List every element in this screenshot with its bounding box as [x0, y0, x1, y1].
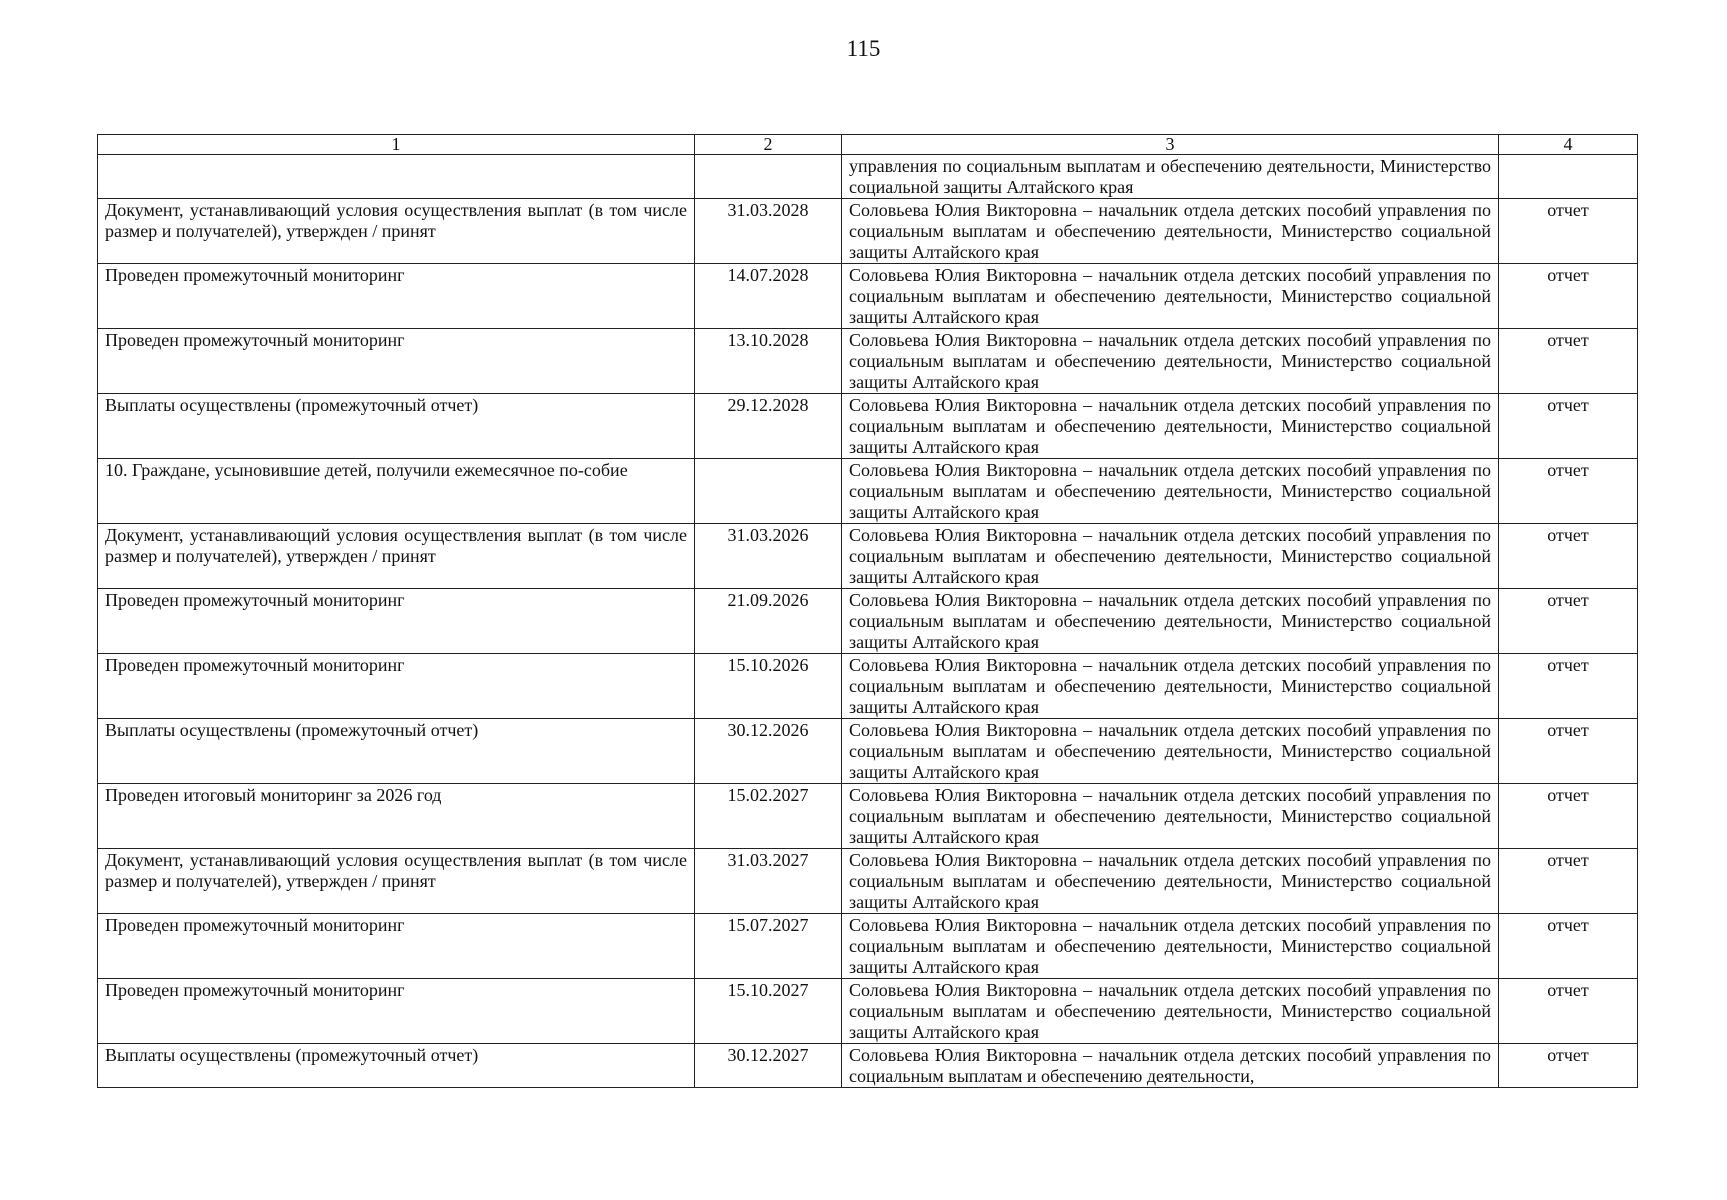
- table-row: [98, 199, 1638, 264]
- document-type-cell: отчет: [1499, 784, 1638, 849]
- event-name-cell: Проведен промежуточный мониторинг: [98, 914, 695, 979]
- document-type-cell: отчет: [1499, 654, 1638, 719]
- date-cell: 15.10.2027: [695, 979, 842, 1044]
- responsible-cell: Соловьева Юлия Викторовна – начальник отдела детских пособий управления по социальным выплатам и обеспечению деятельности, Министерство социальной защиты Алтайского края: [842, 199, 1499, 264]
- event-name-cell: Проведен промежуточный мониторинг: [98, 329, 695, 394]
- document-type-cell: отчет: [1499, 849, 1638, 914]
- event-name-cell: Проведен промежуточный мониторинг: [98, 589, 695, 654]
- responsible-cell: Соловьева Юлия Викторовна – начальник отдела детских пособий управления по социальным выплатам и обеспечению деятельности, Министерство социальной защиты Алтайского края: [842, 589, 1499, 654]
- date-cell: 31.03.2027: [695, 849, 842, 914]
- column-number: 3: [842, 135, 1499, 155]
- document-type-cell: отчет: [1499, 394, 1638, 459]
- date-cell: 30.12.2026: [695, 719, 842, 784]
- date-cell: 29.12.2028: [695, 394, 842, 459]
- event-name-cell: Проведен промежуточный мониторинг: [98, 979, 695, 1044]
- responsible-cell: Соловьева Юлия Викторовна – начальник отдела детских пособий управления по социальным выплатам и обеспечению деятельности, Министерство социальной защиты Алтайского края: [842, 394, 1499, 459]
- responsible-cell: Соловьева Юлия Викторовна – начальник отдела детских пособий управления по социальным выплатам и обеспечению деятельности, Министерство социальной защиты Алтайского края: [842, 784, 1499, 849]
- date-cell: 21.09.2026: [695, 589, 842, 654]
- responsible-cell: управления по социальным выплатам и обеспечению деятельности, Министерство социальной защиты Алтайского края: [842, 155, 1499, 199]
- event-name-cell: Проведен итоговый мониторинг за 2026 год: [98, 784, 695, 849]
- table-row: [98, 719, 1638, 784]
- table-row: [98, 264, 1638, 329]
- table-row: [98, 589, 1638, 654]
- date-cell: [695, 155, 842, 199]
- document-type-cell: отчет: [1499, 524, 1638, 589]
- event-name-cell: Документ, устанавливающий условия осуществления выплат (в том числе размер и получателей), утвержден / принят: [98, 199, 695, 264]
- responsible-cell: Соловьева Юлия Викторовна – начальник отдела детских пособий управления по социальным выплатам и обеспечению деятельности, Министерство социальной защиты Алтайского края: [842, 979, 1499, 1044]
- event-name-cell: Проведен промежуточный мониторинг: [98, 264, 695, 329]
- responsible-cell: Соловьева Юлия Викторовна – начальник отдела детских пособий управления по социальным выплатам и обеспечению деятельности, Министерство социальной защиты Алтайского края: [842, 524, 1499, 589]
- table-row: [98, 459, 1638, 524]
- document-type-cell: отчет: [1499, 914, 1638, 979]
- table-row: [98, 654, 1638, 719]
- event-name-cell: Документ, устанавливающий условия осуществления выплат (в том числе размер и получателей), утвержден / принят: [98, 524, 695, 589]
- date-cell: [695, 459, 842, 524]
- date-cell: 30.12.2027: [695, 1044, 842, 1088]
- table-row: [98, 849, 1638, 914]
- responsible-cell: Соловьева Юлия Викторовна – начальник отдела детских пособий управления по социальным выплатам и обеспечению деятельности,: [842, 1044, 1499, 1088]
- event-name-cell: [98, 155, 695, 199]
- responsible-cell: Соловьева Юлия Викторовна – начальник отдела детских пособий управления по социальным выплатам и обеспечению деятельности, Министерство социальной защиты Алтайского края: [842, 914, 1499, 979]
- table-row: [98, 329, 1638, 394]
- page-number: 115: [846, 36, 881, 61]
- date-cell: 31.03.2026: [695, 524, 842, 589]
- date-cell: 14.07.2028: [695, 264, 842, 329]
- responsible-cell: Соловьева Юлия Викторовна – начальник отдела детских пособий управления по социальным выплатам и обеспечению деятельности, Министерство социальной защиты Алтайского края: [842, 459, 1499, 524]
- date-cell: 13.10.2028: [695, 329, 842, 394]
- event-name-cell: Документ, устанавливающий условия осуществления выплат (в том числе размер и получателей), утвержден / принят: [98, 849, 695, 914]
- table-row: [98, 784, 1638, 849]
- table-row: [98, 914, 1638, 979]
- date-cell: 15.07.2027: [695, 914, 842, 979]
- event-name-cell: Выплаты осуществлены (промежуточный отчет): [98, 719, 695, 784]
- column-number: 2: [695, 135, 842, 155]
- document-type-cell: отчет: [1499, 979, 1638, 1044]
- document-type-cell: отчет: [1499, 459, 1638, 524]
- responsible-cell: Соловьева Юлия Викторовна – начальник отдела детских пособий управления по социальным выплатам и обеспечению деятельности, Министерство социальной защиты Алтайского края: [842, 329, 1499, 394]
- document-type-cell: отчет: [1499, 199, 1638, 264]
- table-row: [98, 1044, 1638, 1088]
- document-type-cell: отчет: [1499, 329, 1638, 394]
- responsible-cell: Соловьева Юлия Викторовна – начальник отдела детских пособий управления по социальным выплатам и обеспечению деятельности, Министерство социальной защиты Алтайского края: [842, 654, 1499, 719]
- event-name-cell: Выплаты осуществлены (промежуточный отчет): [98, 1044, 695, 1088]
- responsible-cell: Соловьева Юлия Викторовна – начальник отдела детских пособий управления по социальным выплатам и обеспечению деятельности, Министерство социальной защиты Алтайского края: [842, 849, 1499, 914]
- event-name-cell: Проведен промежуточный мониторинг: [98, 654, 695, 719]
- responsible-cell: Соловьева Юлия Викторовна – начальник отдела детских пособий управления по социальным выплатам и обеспечению деятельности, Министерство социальной защиты Алтайского края: [842, 264, 1499, 329]
- column-number-row: [98, 135, 1638, 155]
- document-type-cell: отчет: [1499, 264, 1638, 329]
- continued-row: [98, 155, 1638, 199]
- column-number: 1: [98, 135, 695, 155]
- date-cell: 31.03.2028: [695, 199, 842, 264]
- table-row: [98, 979, 1638, 1044]
- column-number: 4: [1499, 135, 1638, 155]
- table-row: [98, 524, 1638, 589]
- event-name-cell: Выплаты осуществлены (промежуточный отчет): [98, 394, 695, 459]
- date-cell: 15.10.2026: [695, 654, 842, 719]
- document-type-cell: отчет: [1499, 719, 1638, 784]
- document-type-cell: отчет: [1499, 1044, 1638, 1088]
- plan-table: [97, 134, 1638, 1088]
- responsible-cell: Соловьева Юлия Викторовна – начальник отдела детских пособий управления по социальным выплатам и обеспечению деятельности, Министерство социальной защиты Алтайского края: [842, 719, 1499, 784]
- document-type-cell: [1499, 155, 1638, 199]
- event-name-cell: 10. Граждане, усыновившие детей, получили ежемесячное по-собие: [98, 459, 695, 524]
- document-type-cell: отчет: [1499, 589, 1638, 654]
- date-cell: 15.02.2027: [695, 784, 842, 849]
- plan-table-body: [98, 135, 1638, 1088]
- table-row: [98, 394, 1638, 459]
